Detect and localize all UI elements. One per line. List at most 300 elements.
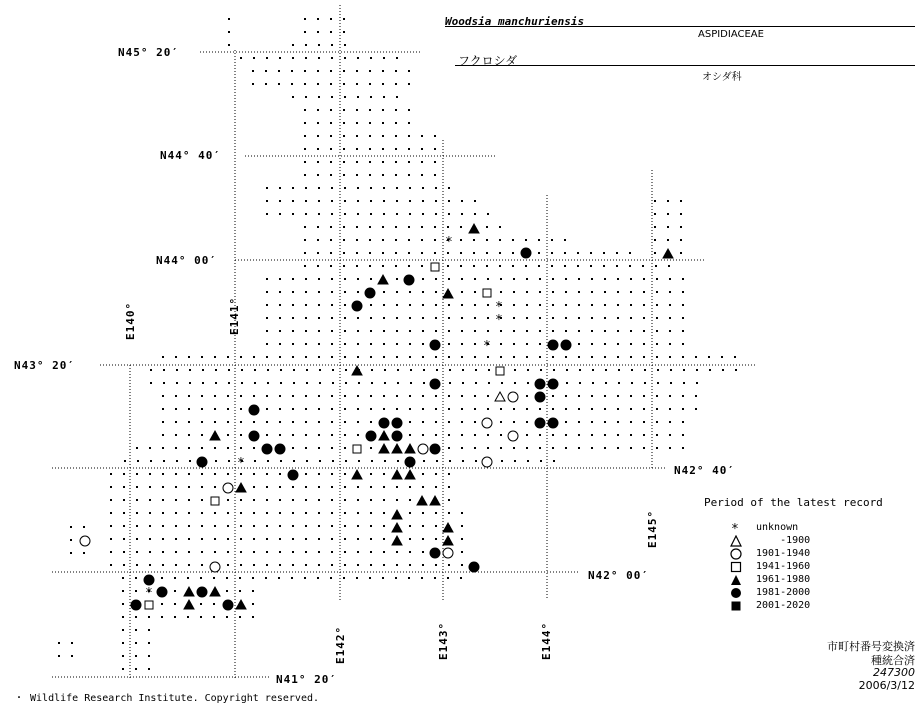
grid-dot [240,421,242,423]
grid-dot [279,538,281,540]
grid-dot [461,317,463,319]
grid-dot [408,148,410,150]
grid-dot [552,356,554,358]
grid-dot [422,200,424,202]
grid-dot [590,265,592,267]
grid-dot [408,83,410,85]
record-open-circle [482,418,492,428]
grid-dot [552,304,554,306]
grid-dot [226,590,228,592]
grid-dot [214,408,216,410]
grid-dot [369,109,371,111]
grid-dot [252,70,254,72]
grid-dot [356,109,358,111]
grid-dot [408,577,410,579]
record-open-triangle [495,392,505,401]
grid-dot [227,408,229,410]
grid-dot [265,83,267,85]
grid-dot [136,447,138,449]
grid-dot [124,460,126,462]
grid-dot [435,330,437,332]
grid-dot [266,200,268,202]
grid-dot [252,83,254,85]
grid-dot [227,395,229,397]
grid-dot [565,278,567,280]
grid-dot [201,421,203,423]
grid-dot [280,369,282,371]
grid-dot [382,83,384,85]
grid-dot [422,525,424,527]
grid-dot [344,213,346,215]
grid-dot [292,551,294,553]
grid-dot [369,239,371,241]
grid-dot [305,551,307,553]
grid-dot [292,200,294,202]
grid-dot [696,382,698,384]
grid-dot [475,382,477,384]
grid-dot [578,395,580,397]
grid-dot [135,590,137,592]
record-asterisk: * [145,586,153,601]
grid-dot [473,239,475,241]
grid-dot [292,564,294,566]
filled-triangle-icon [730,574,742,586]
grid-dot [331,356,333,358]
grid-dot [213,603,215,605]
grid-dot [370,187,372,189]
grid-dot [682,408,684,410]
grid-dot [370,421,372,423]
grid-dot [383,499,385,501]
grid-dot [501,460,503,462]
grid-dot [149,525,151,527]
record-filled-triangle [236,600,246,609]
grid-dot [280,460,282,462]
grid-dot [487,304,489,306]
grid-dot [527,369,529,371]
grid-dot [396,356,398,358]
grid-dot [267,460,269,462]
grid-dot [318,200,320,202]
grid-dot [552,278,554,280]
grid-dot [149,486,151,488]
grid-dot [227,473,229,475]
grid-dot [149,551,151,553]
grid-dot [343,252,345,254]
grid-dot [682,278,684,280]
grid-dot [175,564,177,566]
grid-dot [447,226,449,228]
grid-dot [654,213,656,215]
legend-item-2001-2020: 2001-2020 [756,600,811,611]
grid-dot [527,382,529,384]
grid-dot [344,187,346,189]
grid-dot [215,382,217,384]
record-open-square [353,445,361,453]
grid-dot [721,356,723,358]
grid-dot [422,317,424,319]
grid-dot [591,304,593,306]
grid-dot [317,252,319,254]
grid-dot [136,525,138,527]
grid-lines [52,5,755,680]
grid-dot [162,434,164,436]
grid-dot [292,421,294,423]
grid-dot [135,642,137,644]
grid-dot [291,70,293,72]
grid-dot [422,473,424,475]
grid-dot [162,564,164,566]
grid-dot [332,369,334,371]
grid-dot [408,174,410,176]
grid-dot [656,278,658,280]
grid-dot [382,577,384,579]
grid-dot [527,460,529,462]
grid-dot [175,512,177,514]
grid-dot [318,551,320,553]
grid-dot [149,499,151,501]
grid-dot [499,226,501,228]
grid-dot [135,577,137,579]
grid-dot [591,447,593,449]
grid-dot [525,239,527,241]
grid-dot [565,447,567,449]
grid-dot [266,343,268,345]
grid-dot [122,642,124,644]
grid-dot [735,369,737,371]
grid-dot [227,499,229,501]
grid-dot [657,369,659,371]
grid-dot [214,395,216,397]
grid-dot [370,200,372,202]
grid-dot [604,343,606,345]
grid-dot [370,486,372,488]
grid-dot [396,291,398,293]
grid-dot [162,473,164,475]
grid-dot [279,200,281,202]
grid-dot [174,590,176,592]
grid-dot [213,577,215,579]
grid-dot [344,291,346,293]
grid-dot [669,356,671,358]
grid-dot [214,551,216,553]
grid-dot [577,265,579,267]
grid-dot [317,135,319,137]
grid-dot [474,330,476,332]
grid-dot [240,551,242,553]
grid-dot [305,395,307,397]
grid-dot [383,395,385,397]
record-filled-triangle [469,224,479,233]
grid-dot [240,512,242,514]
grid-dot [526,421,528,423]
grid-dot [656,330,658,332]
grid-dot [292,213,294,215]
grid-dot [384,382,386,384]
grid-dot [434,252,436,254]
grid-dot [512,265,514,267]
grid-dot [317,226,319,228]
grid-dot [667,239,669,241]
grid-dot [266,278,268,280]
grid-dot [538,239,540,241]
grid-dot [369,174,371,176]
grid-dot [241,369,243,371]
grid-dot [435,434,437,436]
grid-dot [422,304,424,306]
grid-dot [382,252,384,254]
grid-dot [123,551,125,553]
species-japanese-name: フクロシダ [458,54,518,68]
grid-dot [604,395,606,397]
lat-label-42-40: N42° 40′ [674,464,735,477]
grid-dot [317,148,319,150]
record-markers [80,224,673,610]
grid-dot [526,343,528,345]
grid-dot [83,552,85,554]
grid-dot [656,343,658,345]
record-filled-circle [430,340,440,350]
grid-dot [201,486,203,488]
grid-dot [148,668,150,670]
grid-dot [487,356,489,358]
record-open-circle [508,431,518,441]
grid-dot [331,291,333,293]
grid-dot [434,135,436,137]
grid-dot [305,96,307,98]
grid-dot [317,239,319,241]
grid-dot [409,317,411,319]
grid-dot [330,161,332,163]
grid-dot [383,343,385,345]
grid-dot [214,512,216,514]
grid-dot [175,473,177,475]
grid-dot [396,304,398,306]
grid-dot [357,317,359,319]
grid-dot [226,616,228,618]
grid-dot [396,317,398,319]
grid-dot [643,356,645,358]
grid-dot [122,590,124,592]
grid-dot [577,252,579,254]
grid-dot [448,213,450,215]
grid-dot [371,369,373,371]
grid-dot [409,499,411,501]
grid-dot [408,135,410,137]
grid-dot [149,473,151,475]
grid-dot [214,421,216,423]
grid-dot [436,369,438,371]
grid-dot [162,408,164,410]
grid-dot [266,538,268,540]
grid-dot [422,564,424,566]
grid-dot [383,408,385,410]
grid-dot [461,538,463,540]
record-filled-triangle [378,275,388,284]
grid-dot [604,434,606,436]
grid-dot [123,512,125,514]
grid-dot [254,460,256,462]
grid-dot [292,304,294,306]
legend-item-1981-2000: 1981-2000 [756,587,811,598]
record-asterisk: * [483,339,491,354]
grid-dot [357,512,359,514]
grid-dot [617,317,619,319]
grid-dot [357,356,359,358]
grid-dot [630,395,632,397]
grid-dot [344,278,346,280]
grid-dot [344,200,346,202]
grid-dot [123,525,125,527]
grid-dot [135,629,137,631]
grid-dot [110,564,112,566]
grid-dot [656,291,658,293]
grid-dot [306,460,308,462]
grid-dot [461,525,463,527]
grid-dot [343,226,345,228]
grid-dot [122,577,124,579]
grid-dot [579,382,581,384]
record-filled-circle [131,600,141,610]
legend-title: Period of the latest record [704,496,883,509]
grid-dot [162,499,164,501]
grid-dot [422,343,424,345]
grid-dot [70,526,72,528]
legend-item-unknown: unknown [756,522,799,533]
grid-dot [148,616,150,618]
grid-dot [526,434,528,436]
grid-dot [357,187,359,189]
grid-dot [551,239,553,241]
grid-dot [461,421,463,423]
grid-dot [408,122,410,124]
grid-dot [448,408,450,410]
grid-dot [266,187,268,189]
grid-dot [279,187,281,189]
grid-dot [356,226,358,228]
grid-dot [227,356,229,358]
grid-dot [409,356,411,358]
grid-dot [630,434,632,436]
record-filled-circle [392,418,402,428]
grid-dot [409,330,411,332]
grid-dot [148,655,150,657]
grid-dot [240,434,242,436]
grid-dot [397,460,399,462]
grid-dot [436,460,438,462]
grid-dot [356,83,358,85]
grid-dot [266,57,268,59]
grid-dot [382,161,384,163]
grid-dot [422,551,424,553]
grid-dot [370,213,372,215]
grid-dot [565,291,567,293]
record-filled-circle [249,431,259,441]
grid-dot [618,369,620,371]
grid-dot [421,174,423,176]
grid-dot [266,564,268,566]
grid-dot [356,70,358,72]
grid-dot [201,408,203,410]
grid-dot [370,317,372,319]
grid-dot [680,200,682,202]
grid-dot [422,395,424,397]
grid-dot [304,70,306,72]
grid-dot [708,356,710,358]
grid-dot [292,356,294,358]
grid-dot [71,655,73,657]
grid-dot [344,499,346,501]
grid-dot [474,343,476,345]
grid-dot [357,421,359,423]
grid-dot [578,330,580,332]
grid-dot [305,421,307,423]
grid-dot [239,590,241,592]
grid-dot [382,265,384,267]
grid-dot [421,148,423,150]
grid-dot [254,369,256,371]
grid-dot [643,421,645,423]
grid-dot [499,252,501,254]
record-filled-circle [521,248,531,258]
grid-dot [604,291,606,293]
grid-dot [565,356,567,358]
grid-dot [305,486,307,488]
record-open-square [211,497,219,505]
grid-dot [331,408,333,410]
grid-dot [578,278,580,280]
grid-dot [565,330,567,332]
grid-dot [486,265,488,267]
grid-dot [305,512,307,514]
record-filled-circle [404,275,414,285]
grid-dot [383,96,385,98]
grid-dot [136,564,138,566]
grid-dot [331,200,333,202]
grid-dot [253,525,255,527]
grid-dot [304,174,306,176]
grid-dot [669,278,671,280]
grid-dot [279,57,281,59]
lat-label-43-20: N43° 20′ [14,359,75,372]
lat-label-44-40: N44° 40′ [160,149,221,162]
grid-dot [423,460,425,462]
grid-dot [292,291,294,293]
grid-dot [591,291,593,293]
grid-dot [643,434,645,436]
grid-dot [330,70,332,72]
grid-dot [435,512,437,514]
grid-dot [591,330,593,332]
grid-dot [565,304,567,306]
grid-dot [526,291,528,293]
grid-dot [292,395,294,397]
grid-dot [448,473,450,475]
grid-dot [408,239,410,241]
grid-dot [553,460,555,462]
grid-dot [667,200,669,202]
grid-dot [591,317,593,319]
grid-dot [396,57,398,59]
grid-dot [409,187,411,189]
record-filled-circle [223,600,233,610]
grid-dot [682,434,684,436]
grid-dot [604,330,606,332]
grid-dot [304,161,306,163]
grid-dot [643,330,645,332]
grid-dot [188,395,190,397]
grid-dot [252,590,254,592]
